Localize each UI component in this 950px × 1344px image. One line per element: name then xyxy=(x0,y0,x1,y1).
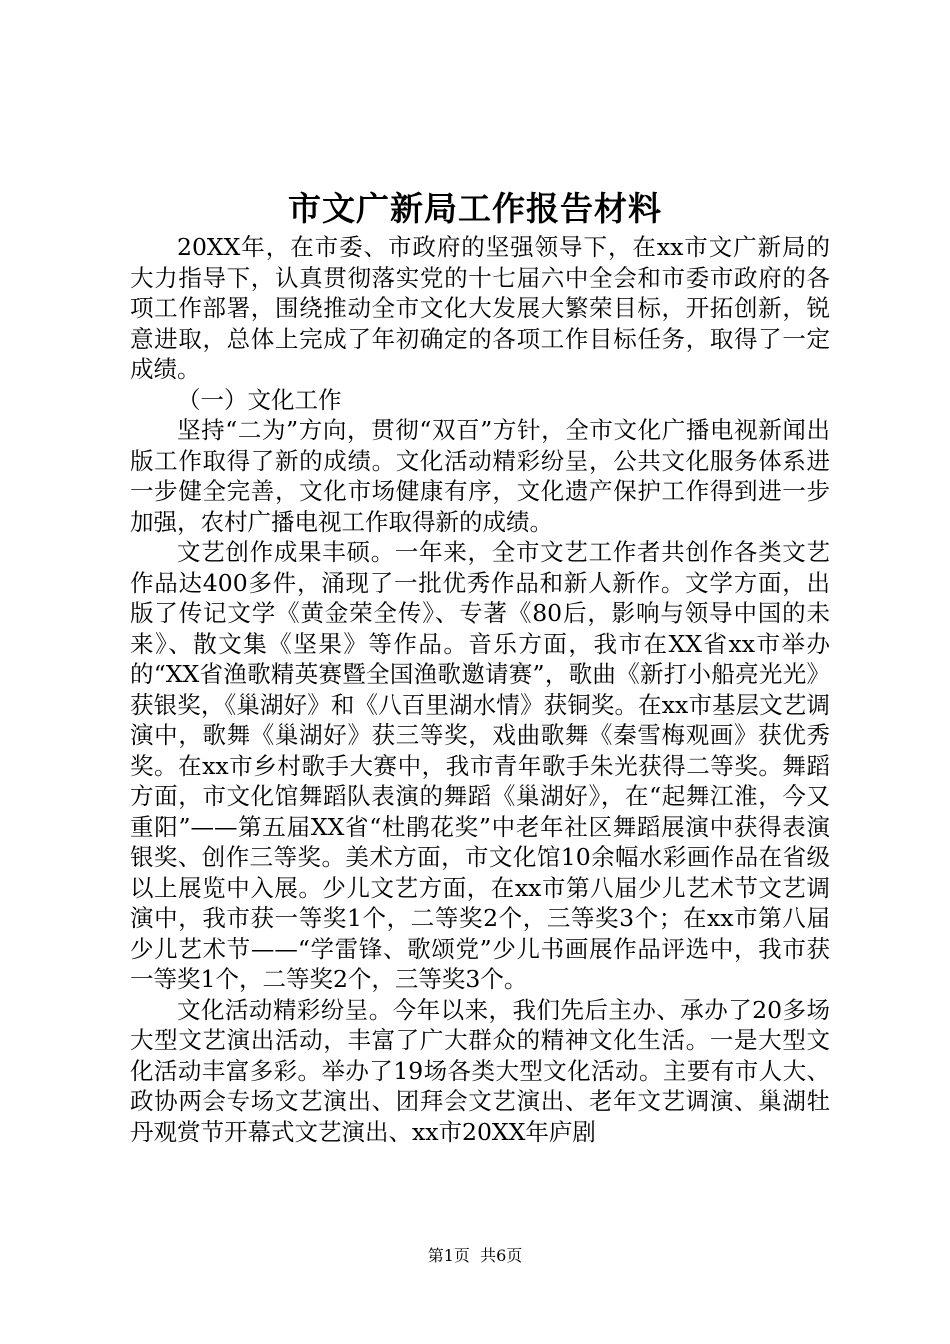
page-number: 第1页 xyxy=(427,1246,470,1265)
section-heading-culture: （一）文化工作 xyxy=(177,385,342,414)
intro-paragraph: 20XX年，在市委、市政府的坚强领导下，在xx市文广新局的大力指导下，认真贯彻落实党的十七届六中全会和市委市政府的各项工作部署，围绕推动全市文化大发展大繁荣目标，开拓创新，锐意进取，总体上完成了年初确定的各项工作目标任务，取得了一定成绩。 xyxy=(130,233,830,383)
total-pages: 共6页 xyxy=(480,1246,523,1265)
cultural-activities-paragraph: 文化活动精彩纷呈。今年以来，我们先后主办、承办了20多场大型文艺演出活动，丰富了广大群众的精神文化生活。一是大型文化活动丰富多彩。举办了19场各类大型文化活动。主要有市人大、政协两会专场文艺演出、团拜会文艺演出、老年文艺调演、巢湖牡丹观赏节开幕式文艺演出、xx市20XX年庐剧 xyxy=(130,995,830,1146)
arts-creation-paragraph: 文艺创作成果丰硕。一年来，全市文艺工作者共创作各类文艺作品达400多件，涌现了一批优秀作品和新人新作。文学方面，出版了传记文学《黄金荣全传》、专著《80后，影响与领导中国的未来》、散文集《坚果》等作品。音乐方面，我市在XX省xx市举办的“XX省渔歌精英赛暨全国渔歌邀请赛”，歌曲《新打小船亮光光》获银奖，《巢湖好》和《八百里湖水情》获铜奖。在xx市基层文艺调演中，歌舞《巢湖好》获三等奖，戏曲歌舞《秦雪梅观画》获优秀奖。在xx市乡村歌手大赛中，我市青年歌手朱光获得二等奖。舞蹈方面，市文化馆舞蹈队表演的舞蹈《巢湖好》，在“起舞江淮，今又重阳”——第五届XX省“杜鹃花奖”中老年社区舞蹈展演中获得表演银奖、创作三等奖。美术方面，市文化馆10余幅水彩画作品在省级以上展览中入展。少儿文艺方面，在xx市第八届少儿艺术节文艺调演中，我市获一等奖1个，二等奖2个，三等奖3个；在xx市第八届少儿艺术节——“学雷锋、歌颂党”少儿书画展作品评选中，我市获一等奖1个，二等奖2个，三等奖3个。 xyxy=(130,538,830,993)
document-body xyxy=(130,232,830,1147)
document-title: 市文广新局工作报告材料 xyxy=(288,189,662,228)
culture-overview-paragraph: 坚持“二为”方向，贯彻“双百”方针，全市文化广播电视新闻出版工作取得了新的成绩。文化活动精彩纷呈，公共文化服务体系进一步健全完善，文化市场健康有序，文化遗产保护工作得到进一步加强，农村广播电视工作取得新的成绩。 xyxy=(130,416,830,536)
footer-separator xyxy=(470,1246,480,1265)
page-footer xyxy=(0,1244,950,1268)
